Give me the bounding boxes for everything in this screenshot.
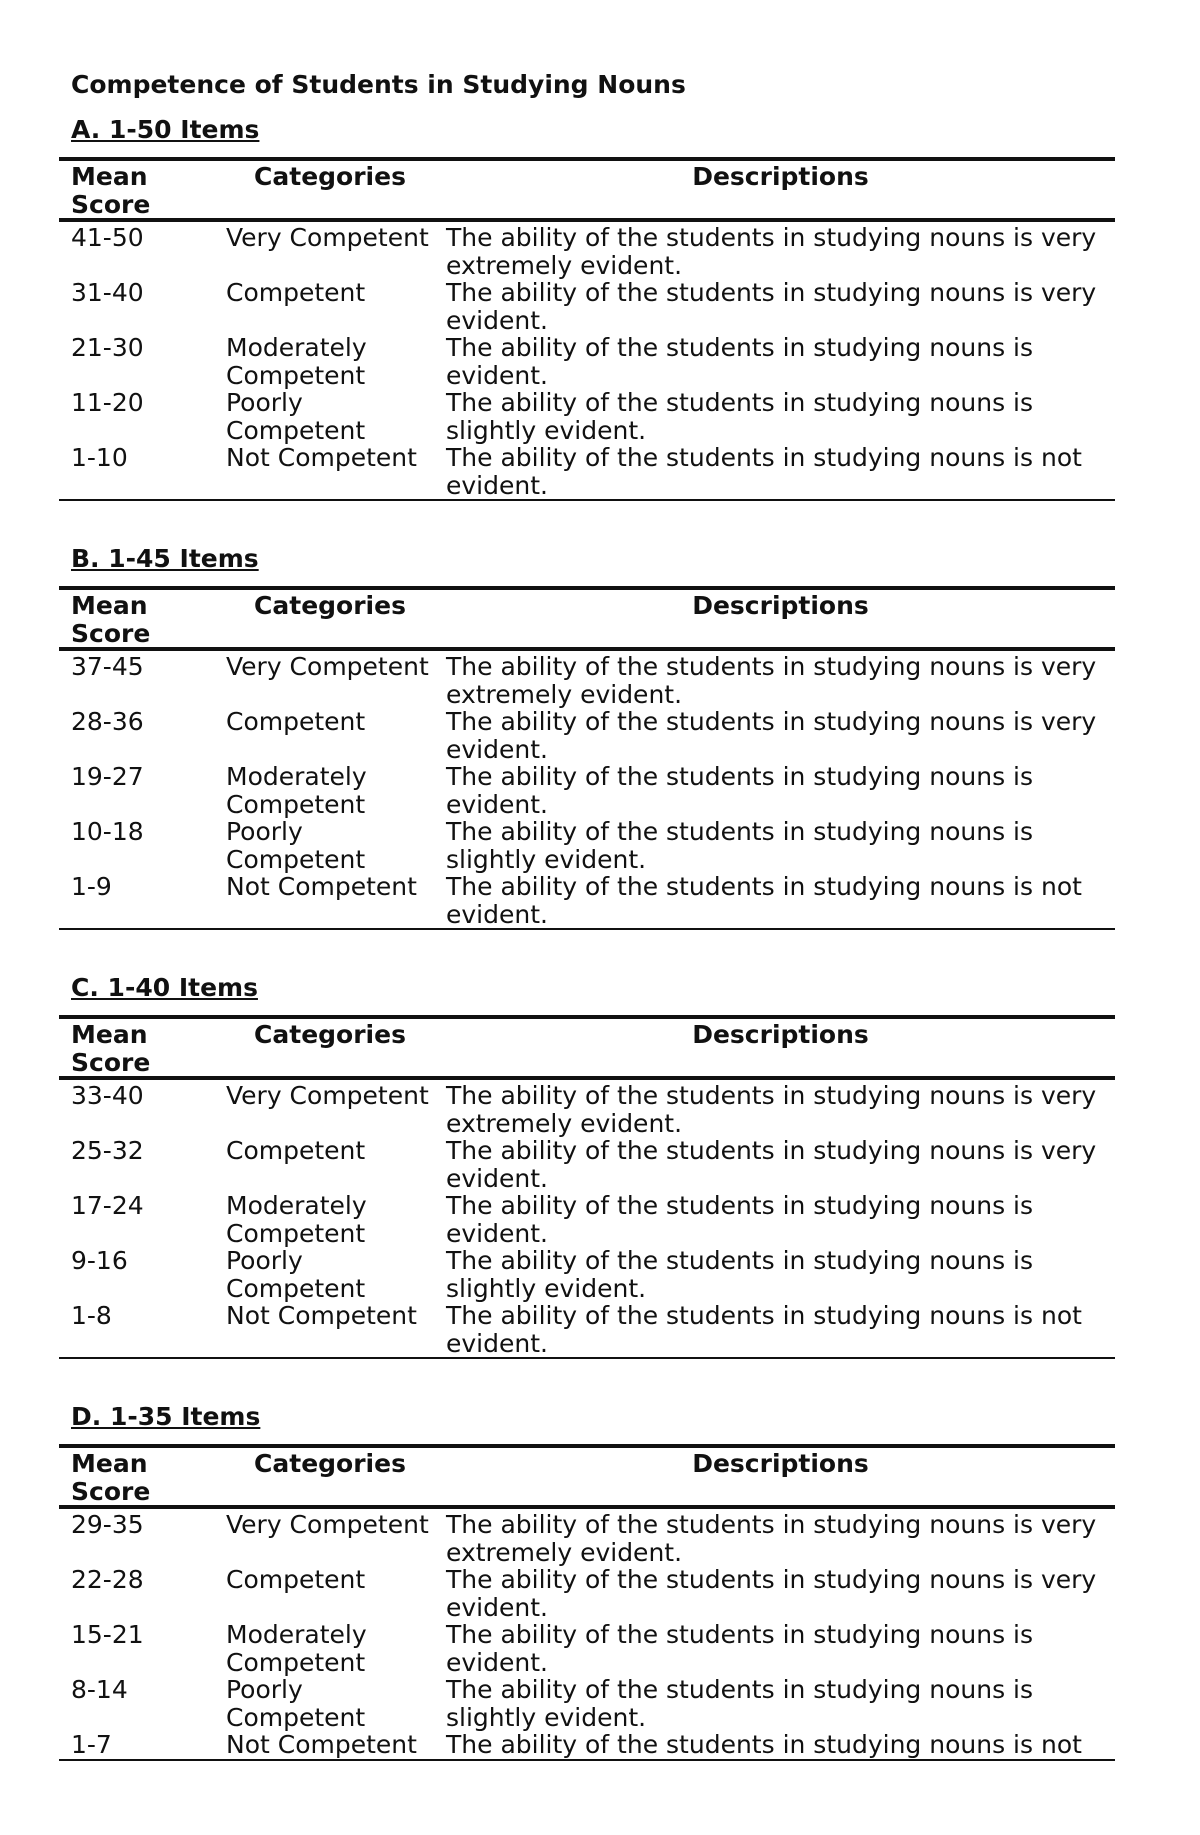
- description-cell: The ability of the students in studying nouns is very extremely evident.: [446, 652, 1097, 709]
- table-header-row: [59, 588, 1115, 649]
- category-cell: Poorly Competent: [226, 388, 366, 445]
- rubric-table: [59, 586, 1115, 930]
- rubric-table: [59, 1444, 1115, 1761]
- mean-score-cell: 8-14: [71, 1675, 128, 1704]
- category-cell: Competent: [226, 278, 366, 307]
- categories-header: Categories: [254, 1020, 406, 1049]
- category-cell: Poorly Competent: [226, 1246, 366, 1303]
- description-cell: The ability of the students in studying nouns is slightly evident.: [446, 817, 1034, 874]
- category-cell: Poorly Competent: [226, 1675, 366, 1732]
- description-cell: The ability of the students in studying nouns is very evident.: [446, 278, 1097, 335]
- mean-score-header: Mean Score: [71, 591, 151, 648]
- table-row: [59, 1247, 1115, 1302]
- mean-score-cell: 37-45: [71, 652, 144, 681]
- mean-score-cell: 1-8: [71, 1301, 112, 1330]
- mean-score-cell: 28-36: [71, 707, 144, 736]
- mean-score-cell: 1-10: [71, 443, 128, 472]
- section-title: D. 1-35 Items: [71, 1402, 261, 1431]
- category-cell: Competent: [226, 1565, 366, 1594]
- category-cell: Competent: [226, 1136, 366, 1165]
- table-row: [59, 1566, 1115, 1621]
- table-row: [59, 1621, 1115, 1676]
- description-cell: The ability of the students in studying nouns is very evident.: [446, 707, 1097, 764]
- category-cell: Moderately Competent: [226, 762, 367, 819]
- section-b: [59, 544, 1115, 930]
- table-row: [59, 1192, 1115, 1247]
- category-cell: Very Competent: [226, 223, 429, 252]
- mean-score-header: Mean Score: [71, 1020, 151, 1077]
- table-row: [59, 1731, 1115, 1760]
- category-cell: Not Competent: [226, 1730, 417, 1759]
- section-a: [59, 115, 1115, 501]
- category-cell: Not Competent: [226, 1301, 417, 1330]
- section-c: [59, 973, 1115, 1359]
- table-row: [59, 763, 1115, 818]
- category-cell: Competent: [226, 707, 366, 736]
- table-row: [59, 279, 1115, 334]
- table-row: [59, 1078, 1115, 1137]
- mean-score-cell: 41-50: [71, 223, 144, 252]
- table-row: [59, 818, 1115, 873]
- section-title: B. 1-45 Items: [71, 544, 259, 573]
- descriptions-header: Descriptions: [692, 162, 869, 191]
- category-cell: Very Competent: [226, 1510, 429, 1539]
- description-cell: The ability of the students in studying nouns is evident.: [446, 762, 1034, 819]
- mean-score-cell: 9-16: [71, 1246, 128, 1275]
- section-title: C. 1-40 Items: [71, 973, 258, 1002]
- descriptions-header: Descriptions: [692, 1020, 869, 1049]
- description-cell: The ability of the students in studying nouns is very extremely evident.: [446, 1081, 1097, 1138]
- category-cell: Poorly Competent: [226, 817, 366, 874]
- table-row: [59, 334, 1115, 389]
- description-cell: The ability of the students in studying nouns is slightly evident.: [446, 1246, 1034, 1303]
- category-cell: Not Competent: [226, 872, 417, 901]
- table-header-row: [59, 159, 1115, 220]
- categories-header: Categories: [254, 162, 406, 191]
- mean-score-cell: 33-40: [71, 1081, 144, 1110]
- category-cell: Moderately Competent: [226, 1191, 367, 1248]
- mean-score-cell: 17-24: [71, 1191, 144, 1220]
- mean-score-cell: 31-40: [71, 278, 144, 307]
- descriptions-header: Descriptions: [692, 1449, 869, 1478]
- rubric-sections: [59, 115, 1200, 1761]
- description-cell: The ability of the students in studying nouns is not: [446, 1730, 1082, 1759]
- table-row: [59, 1137, 1115, 1192]
- table-header-row: [59, 1017, 1115, 1078]
- description-cell: The ability of the students in studying nouns is evident.: [446, 333, 1034, 390]
- table-row: [59, 220, 1115, 279]
- mean-score-cell: 11-20: [71, 388, 144, 417]
- mean-score-cell: 29-35: [71, 1510, 144, 1539]
- category-cell: Very Competent: [226, 1081, 429, 1110]
- category-cell: Moderately Competent: [226, 333, 367, 390]
- description-cell: The ability of the students in studying nouns is not evident.: [446, 443, 1082, 500]
- description-cell: The ability of the students in studying nouns is evident.: [446, 1620, 1034, 1677]
- rubric-table: [59, 157, 1115, 501]
- mean-score-header: Mean Score: [71, 1449, 151, 1506]
- description-cell: The ability of the students in studying nouns is slightly evident.: [446, 1675, 1034, 1732]
- description-cell: The ability of the students in studying nouns is slightly evident.: [446, 388, 1034, 445]
- table-row: [59, 1302, 1115, 1358]
- category-cell: Not Competent: [226, 443, 417, 472]
- description-cell: The ability of the students in studying nouns is very extremely evident.: [446, 223, 1097, 280]
- table-row: [59, 444, 1115, 500]
- mean-score-cell: 10-18: [71, 817, 144, 846]
- description-cell: The ability of the students in studying nouns is very evident.: [446, 1136, 1097, 1193]
- description-cell: The ability of the students in studying nouns is very evident.: [446, 1565, 1097, 1622]
- mean-score-cell: 1-9: [71, 872, 112, 901]
- category-cell: Moderately Competent: [226, 1620, 367, 1677]
- mean-score-cell: 15-21: [71, 1620, 144, 1649]
- description-cell: The ability of the students in studying nouns is evident.: [446, 1191, 1034, 1248]
- mean-score-cell: 19-27: [71, 762, 144, 791]
- mean-score-cell: 1-7: [71, 1730, 112, 1759]
- description-cell: The ability of the students in studying nouns is not evident.: [446, 1301, 1082, 1358]
- descriptions-header: Descriptions: [692, 591, 869, 620]
- document-title: Competence of Students in Studying Nouns: [71, 70, 686, 99]
- category-cell: Very Competent: [226, 652, 429, 681]
- categories-header: Categories: [254, 1449, 406, 1478]
- description-cell: The ability of the students in studying nouns is very extremely evident.: [446, 1510, 1097, 1567]
- table-row: [59, 873, 1115, 929]
- table-row: [59, 1676, 1115, 1731]
- mean-score-cell: 25-32: [71, 1136, 144, 1165]
- description-cell: The ability of the students in studying nouns is not evident.: [446, 872, 1082, 929]
- table-row: [59, 1507, 1115, 1566]
- section-title: A. 1-50 Items: [71, 115, 260, 144]
- categories-header: Categories: [254, 591, 406, 620]
- table-row: [59, 708, 1115, 763]
- mean-score-cell: 22-28: [71, 1565, 144, 1594]
- table-header-row: [59, 1446, 1115, 1507]
- section-d: [59, 1402, 1115, 1761]
- mean-score-cell: 21-30: [71, 333, 144, 362]
- rubric-table: [59, 1015, 1115, 1359]
- mean-score-header: Mean Score: [71, 162, 151, 219]
- table-row: [59, 649, 1115, 708]
- table-row: [59, 389, 1115, 444]
